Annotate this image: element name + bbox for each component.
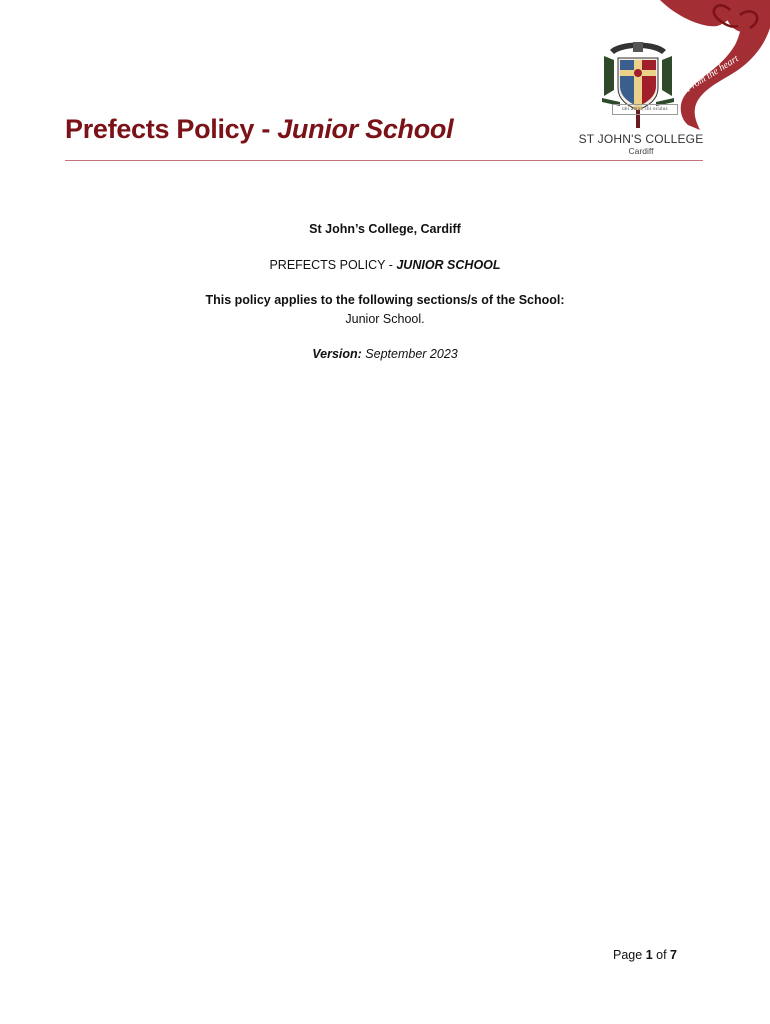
page-total: 7 xyxy=(670,948,677,962)
crest-motto: ubi amor, ibi oculus xyxy=(612,104,678,115)
college-location: Cardiff xyxy=(628,146,654,156)
ribbon-text: From the heart xyxy=(683,53,741,95)
page-number xyxy=(613,948,677,962)
title-rule xyxy=(65,160,703,161)
college-name: ST JOHN'S COLLEGE xyxy=(578,132,704,146)
title-main: Prefects Policy xyxy=(65,114,255,144)
page-word: Page xyxy=(613,948,643,962)
policy-name: PREFECTS POLICY - xyxy=(269,258,393,272)
version-value: September 2023 xyxy=(365,347,458,361)
title-separator: - xyxy=(261,114,271,144)
school-line: St John’s College, Cardiff xyxy=(309,222,461,236)
version-line xyxy=(0,347,770,361)
policy-section: JUNIOR SCHOOL xyxy=(396,258,501,272)
applies-value: Junior School. xyxy=(345,312,425,326)
applies-label: This policy applies to the following sections/s of the School: xyxy=(205,293,565,307)
title-italic: Junior School xyxy=(277,114,454,144)
version-label: Version: xyxy=(312,347,362,361)
policy-heading xyxy=(0,258,770,272)
page-of: of xyxy=(656,948,667,962)
page-current: 1 xyxy=(645,948,653,962)
page-title xyxy=(65,114,453,145)
